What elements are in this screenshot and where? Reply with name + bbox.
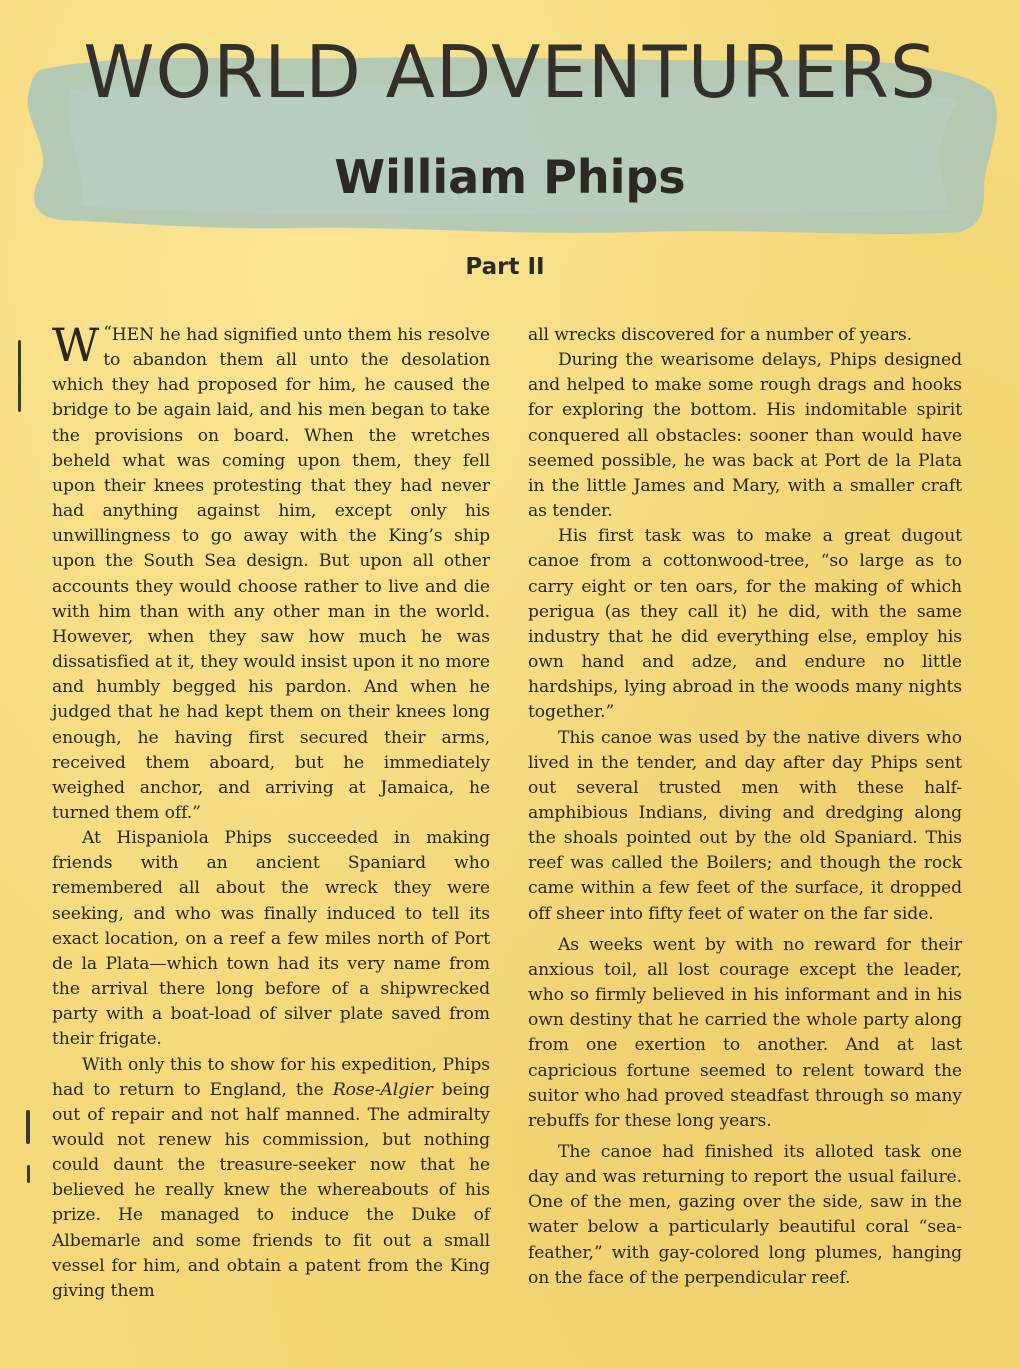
page-title: WORLD ADVENTURERS	[83, 30, 937, 114]
paragraph	[52, 318, 490, 826]
ship-name: Rose-Algier	[332, 1079, 433, 1100]
margin-mark	[18, 340, 21, 412]
article-subtitle: William Phips	[334, 150, 686, 204]
margin-mark	[26, 1110, 30, 1144]
paragraph: The canoe had finished its alloted task one day and was returning to report the usual failure. One of the men, gazing over the side, saw in the water below a particularly beautiful coral “sea-feather,” with gay-colored long plumes, hanging on the face of the perpendicular reef.	[528, 1142, 962, 1288]
open-quote: “	[103, 323, 112, 343]
paragraph	[52, 1053, 490, 1305]
paragraph-text: With only this to show for his expedition, Phips had to return to England, the	[52, 1054, 490, 1100]
left-column	[52, 318, 491, 1304]
paragraph-text: HEN he had signified unto them his resolve to abandon them all unto the desolation which they had proposed for him, he caused the bridge to be again laid, and his men began to take the provisions on board. When the wretches beheld what was coming upon them, they fell upon their knees protesting that they had never had anything against him, except only his unwillingness to go away with the King’s ship upon the South Sea design. But upon all other accounts they would choose rather to live and die with him than with any other man in the world. However, when they saw how much he was dissatisfied at it, they would insist upon it no more and humbly begged his pardon. And when he judged that he had kept them on their knees long enough, he having first secured their arms, received them aboard, but he immediately weighed anchor, and arriving at Jamaica, he turned them off.”	[52, 325, 490, 823]
right-column	[528, 323, 962, 1291]
drop-cap: W	[52, 318, 100, 372]
paragraph: all wrecks discovered for a number of years.	[528, 325, 912, 345]
paragraph: At Hispaniola Phips succeeded in making friends with an ancient Spaniard who remembered all about the wreck they were seeking, and who was finally induced to tell its exact location, on a reef a few miles north of Port de la Plata—which town had its very name from the arrival there long before of a shipwrecked party with a boat-load of silver plate saved from their frigate.	[52, 828, 490, 1050]
margin-mark	[27, 1165, 30, 1183]
part-label: Part II	[465, 254, 545, 280]
paragraph: This canoe was used by the native divers who lived in the tender, and day after day Phips sent out several trusted men with these half-amphibious Indians, diving and dredging along the shoals pointed out by the old Spaniard. This reef was called the Boilers; and though the rock came within a few feet of the surface, it dropped off sheer into fifty feet of water on the far side.	[528, 727, 962, 924]
paragraph: His first task was to make a great dugout canoe from a cottonwood-tree, “so large as to carry eight or ten oars, for the making of which perigua (as they call it) he did, with the same industry that he did everything else, employ his own hand and adze, and endure no little hardships, lying abroad in the woods many nights together.”	[528, 526, 962, 723]
paragraph: During the wearisome delays, Phips designed and helped to make some rough drags and hooks for exploring the bottom. His indomitable spirit conquered all obstacles: sooner than would have seemed possible, he was back at Port de la Plata in the little James and Mary, with a smaller craft as tender.	[528, 350, 962, 522]
paragraph-text: being out of repair and not half manned. The admiralty would not renew his commission, but nothing could daunt the treasure-seeker now that he believed he really knew the whereabouts of his prize. He managed to induce the Duke of Albemarle and some friends to fit out a small vessel for him, and obtain a patent from the King giving them	[52, 1079, 491, 1301]
paragraph: As weeks went by with no reward for their anxious toil, all lost courage except the leader, who so firmly believed in his informant and in his own destiny that he carried the whole party along from one exertion to another. And at last capricious fortune seemed to relent toward the suitor who had proved steadfast through so many rebuffs for these long years.	[528, 934, 962, 1131]
